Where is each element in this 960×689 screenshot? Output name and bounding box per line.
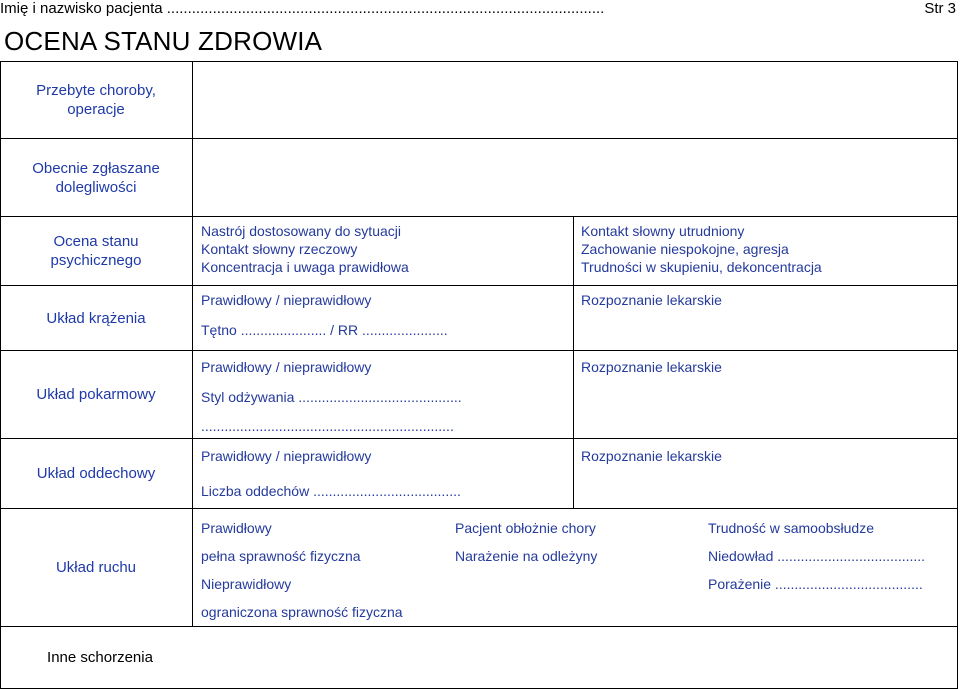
oddechowy-diagnosis[interactable]: Rozpoznanie lekarskie bbox=[581, 448, 722, 464]
ruch-option[interactable]: ograniczona sprawność fizyczna bbox=[201, 604, 403, 620]
oddechowy-status[interactable]: Prawidłowy / nieprawidłowy bbox=[201, 448, 372, 464]
psychika-option[interactable]: Zachowanie niespokojne, agresja bbox=[581, 241, 789, 257]
ruch-column-1 bbox=[201, 514, 403, 626]
ruch-column-2 bbox=[455, 514, 597, 570]
psychika-option[interactable]: Kontakt słowny utrudniony bbox=[581, 223, 745, 239]
oddechowy-breath-rate[interactable]: Liczba oddechów ...................................... bbox=[201, 483, 461, 499]
psychika-abnormal-list bbox=[581, 221, 822, 277]
ruch-option[interactable]: Porażenie ...................................... bbox=[708, 576, 923, 592]
psychika-normal-list bbox=[201, 221, 409, 277]
patient-name-line: Imię i nazwisko pacjenta ......................................................................................................... bbox=[0, 0, 605, 17]
ruch-column-3 bbox=[708, 514, 925, 598]
ruch-option[interactable]: pełna sprawność fizyczna bbox=[201, 548, 361, 564]
row-label-dolegliwosci: Obecnie zgłaszane dolegliwości bbox=[32, 159, 160, 196]
krazenie-pulse-bp[interactable]: Tętno ...................... / RR ...................... bbox=[201, 322, 448, 338]
psychika-option[interactable]: Nastrój dostosowany do sytuacji bbox=[201, 223, 401, 239]
pokarmowy-diagnosis[interactable]: Rozpoznanie lekarskie bbox=[581, 359, 722, 375]
row-label-krazenie: Układ krążenia bbox=[46, 309, 146, 327]
page-title: OCENA STANU ZDROWIA bbox=[4, 26, 323, 56]
pokarmowy-diet-continued[interactable]: ................................................................. bbox=[201, 418, 454, 434]
row-label-ruch: Układ ruchu bbox=[55, 559, 137, 576]
psychika-option[interactable]: Kontakt słowny rzeczowy bbox=[201, 241, 358, 257]
psychika-option[interactable]: Trudności w skupieniu, dekoncentracja bbox=[581, 259, 822, 275]
pokarmowy-status[interactable]: Prawidłowy / nieprawidłowy bbox=[201, 359, 372, 375]
inne-field[interactable] bbox=[200, 627, 956, 687]
krazenie-status[interactable]: Prawidłowy / nieprawidłowy bbox=[201, 292, 372, 308]
dolegliwosci-field[interactable] bbox=[194, 139, 956, 215]
row-label-psychika: Ocena stanu psychicznego bbox=[50, 233, 142, 269]
row-label-pokarmowy: Układ pokarmowy bbox=[36, 386, 156, 403]
pokarmowy-diet[interactable]: Styl odżywania .......................................... bbox=[201, 389, 462, 405]
choroby-field[interactable] bbox=[194, 62, 956, 137]
ruch-option[interactable]: Niedowład ...................................... bbox=[708, 548, 926, 564]
psychika-option[interactable]: Koncentracja i uwaga prawidłowa bbox=[201, 259, 409, 275]
split-column-divider bbox=[573, 216, 574, 508]
page-number: Str 3 bbox=[924, 0, 956, 17]
row-label-inne: Inne schorzenia bbox=[47, 648, 153, 666]
ruch-option[interactable]: Narażenie na odleżyny bbox=[455, 548, 598, 564]
row-label-oddechowy: Układ oddechowy bbox=[36, 465, 156, 482]
ruch-option[interactable]: Nieprawidłowy bbox=[201, 576, 292, 592]
label-column-divider bbox=[192, 61, 193, 627]
row-label-choroby: Przebyte choroby, operacje bbox=[36, 82, 156, 118]
ruch-option[interactable]: Trudność w samoobsłudze bbox=[708, 520, 875, 536]
ruch-option[interactable]: Pacjent obłożnie chory bbox=[455, 520, 596, 536]
krazenie-diagnosis[interactable]: Rozpoznanie lekarskie bbox=[581, 292, 722, 308]
ruch-option[interactable]: Prawidłowy bbox=[201, 520, 272, 536]
